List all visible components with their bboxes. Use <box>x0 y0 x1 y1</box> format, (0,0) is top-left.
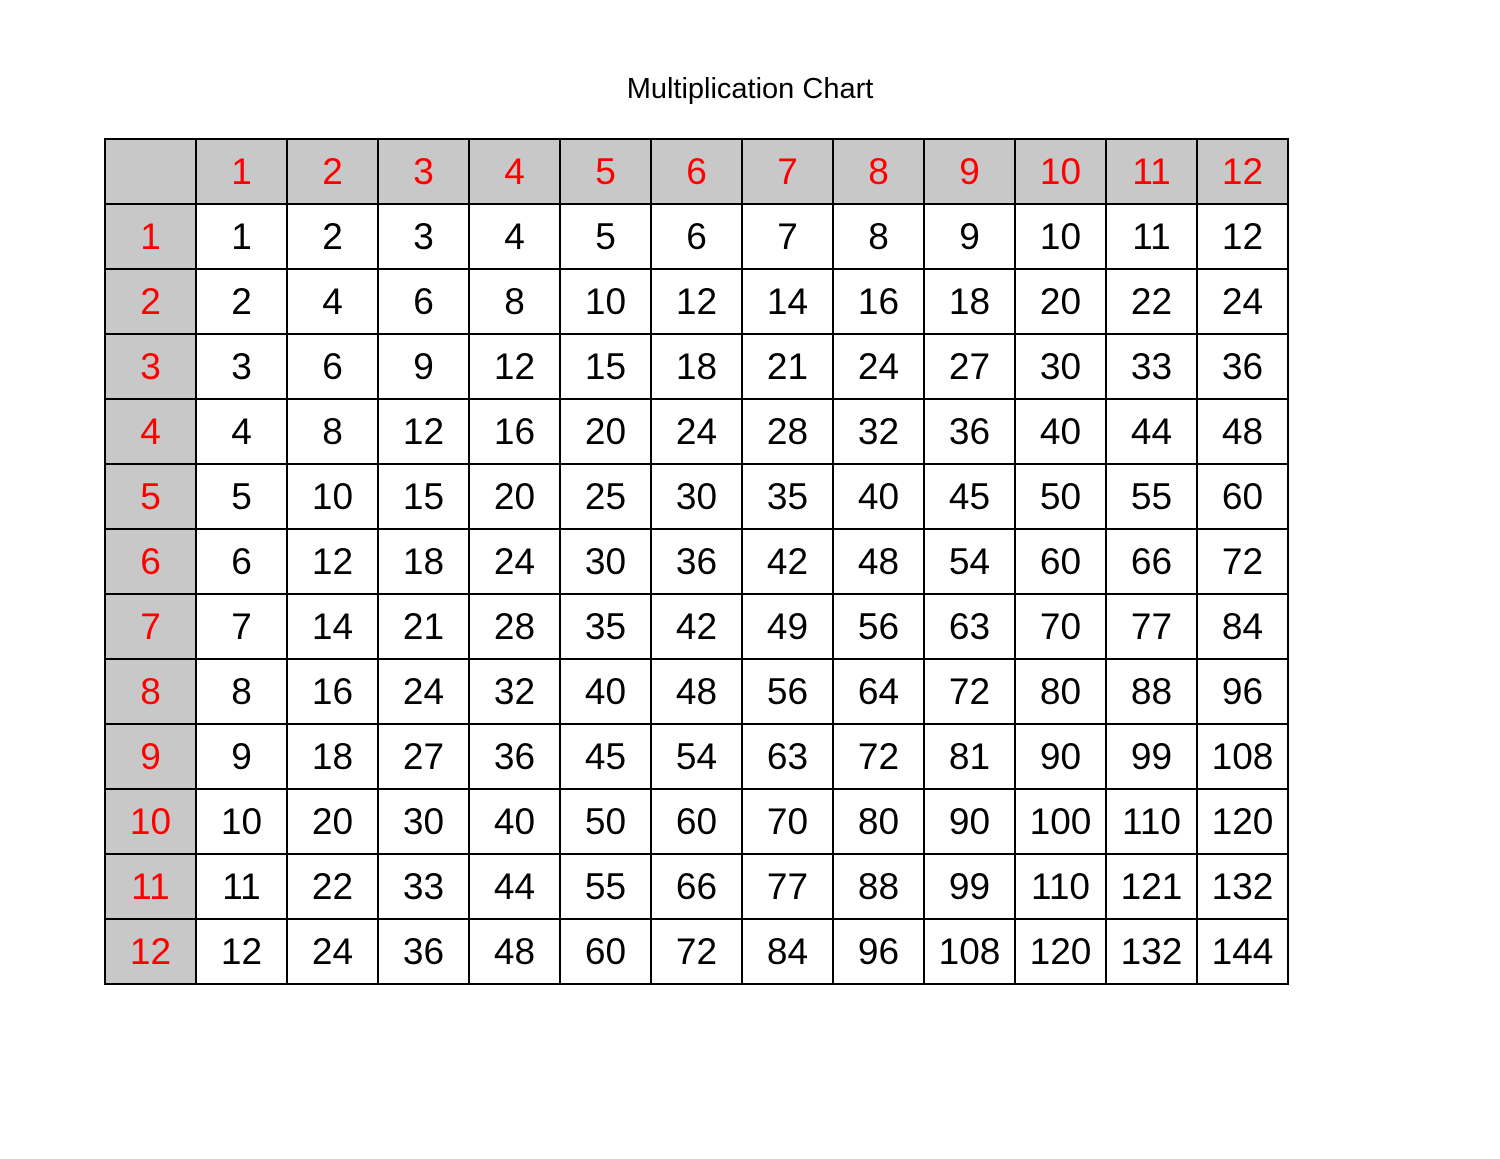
product-cell: 60 <box>560 919 651 984</box>
product-cell: 20 <box>469 464 560 529</box>
product-cell: 25 <box>560 464 651 529</box>
product-cell: 96 <box>1197 659 1288 724</box>
product-cell: 24 <box>1197 269 1288 334</box>
product-cell: 42 <box>651 594 742 659</box>
product-cell: 12 <box>196 919 287 984</box>
product-cell: 14 <box>742 269 833 334</box>
column-header: 4 <box>469 139 560 204</box>
product-cell: 88 <box>833 854 924 919</box>
row-header: 10 <box>105 789 196 854</box>
row-header: 7 <box>105 594 196 659</box>
product-cell: 10 <box>287 464 378 529</box>
product-cell: 32 <box>833 399 924 464</box>
product-cell: 40 <box>1015 399 1106 464</box>
product-cell: 72 <box>1197 529 1288 594</box>
product-cell: 108 <box>1197 724 1288 789</box>
product-cell: 2 <box>196 269 287 334</box>
product-cell: 121 <box>1106 854 1197 919</box>
product-cell: 72 <box>651 919 742 984</box>
product-cell: 110 <box>1015 854 1106 919</box>
product-cell: 24 <box>378 659 469 724</box>
product-cell: 55 <box>560 854 651 919</box>
table-row <box>105 269 1288 334</box>
product-cell: 16 <box>833 269 924 334</box>
table-row <box>105 724 1288 789</box>
product-cell: 7 <box>742 204 833 269</box>
table-row <box>105 594 1288 659</box>
row-header: 5 <box>105 464 196 529</box>
product-cell: 60 <box>651 789 742 854</box>
product-cell: 15 <box>560 334 651 399</box>
product-cell: 49 <box>742 594 833 659</box>
product-cell: 24 <box>651 399 742 464</box>
product-cell: 10 <box>196 789 287 854</box>
product-cell: 48 <box>1197 399 1288 464</box>
product-cell: 48 <box>833 529 924 594</box>
product-cell: 48 <box>651 659 742 724</box>
corner-cell <box>105 139 196 204</box>
product-cell: 132 <box>1106 919 1197 984</box>
product-cell: 120 <box>1197 789 1288 854</box>
product-cell: 96 <box>833 919 924 984</box>
column-header: 6 <box>651 139 742 204</box>
product-cell: 27 <box>924 334 1015 399</box>
product-cell: 24 <box>287 919 378 984</box>
product-cell: 16 <box>469 399 560 464</box>
product-cell: 84 <box>1197 594 1288 659</box>
product-cell: 120 <box>1015 919 1106 984</box>
product-cell: 3 <box>196 334 287 399</box>
product-cell: 12 <box>287 529 378 594</box>
product-cell: 35 <box>560 594 651 659</box>
product-cell: 1 <box>196 204 287 269</box>
product-cell: 50 <box>1015 464 1106 529</box>
product-cell: 132 <box>1197 854 1288 919</box>
product-cell: 88 <box>1106 659 1197 724</box>
product-cell: 6 <box>651 204 742 269</box>
product-cell: 56 <box>742 659 833 724</box>
product-cell: 18 <box>651 334 742 399</box>
row-header: 11 <box>105 854 196 919</box>
product-cell: 21 <box>742 334 833 399</box>
column-header: 7 <box>742 139 833 204</box>
product-cell: 14 <box>287 594 378 659</box>
product-cell: 110 <box>1106 789 1197 854</box>
product-cell: 99 <box>1106 724 1197 789</box>
product-cell: 20 <box>287 789 378 854</box>
product-cell: 22 <box>287 854 378 919</box>
row-header: 3 <box>105 334 196 399</box>
column-header: 5 <box>560 139 651 204</box>
table-row <box>105 464 1288 529</box>
chart-title: Multiplication Chart <box>626 73 874 105</box>
product-cell: 33 <box>1106 334 1197 399</box>
row-header: 9 <box>105 724 196 789</box>
column-header: 8 <box>833 139 924 204</box>
product-cell: 4 <box>196 399 287 464</box>
product-cell: 6 <box>287 334 378 399</box>
product-cell: 32 <box>469 659 560 724</box>
product-cell: 70 <box>1015 594 1106 659</box>
column-header: 10 <box>1015 139 1106 204</box>
product-cell: 7 <box>196 594 287 659</box>
product-cell: 24 <box>833 334 924 399</box>
product-cell: 16 <box>287 659 378 724</box>
product-cell: 33 <box>378 854 469 919</box>
product-cell: 36 <box>924 399 1015 464</box>
product-cell: 99 <box>924 854 1015 919</box>
product-cell: 15 <box>378 464 469 529</box>
column-header: 3 <box>378 139 469 204</box>
product-cell: 72 <box>924 659 1015 724</box>
product-cell: 10 <box>1015 204 1106 269</box>
product-cell: 9 <box>924 204 1015 269</box>
product-cell: 108 <box>924 919 1015 984</box>
table-row <box>105 659 1288 724</box>
table-row <box>105 334 1288 399</box>
product-cell: 100 <box>1015 789 1106 854</box>
multiplication-table <box>104 138 1289 985</box>
product-cell: 24 <box>469 529 560 594</box>
product-cell: 77 <box>1106 594 1197 659</box>
product-cell: 80 <box>833 789 924 854</box>
product-cell: 60 <box>1015 529 1106 594</box>
product-cell: 18 <box>924 269 1015 334</box>
product-cell: 5 <box>560 204 651 269</box>
product-cell: 40 <box>469 789 560 854</box>
product-cell: 54 <box>924 529 1015 594</box>
product-cell: 36 <box>1197 334 1288 399</box>
product-cell: 63 <box>742 724 833 789</box>
product-cell: 28 <box>469 594 560 659</box>
product-cell: 35 <box>742 464 833 529</box>
product-cell: 144 <box>1197 919 1288 984</box>
product-cell: 40 <box>833 464 924 529</box>
product-cell: 90 <box>924 789 1015 854</box>
product-cell: 90 <box>1015 724 1106 789</box>
product-cell: 9 <box>196 724 287 789</box>
row-header: 4 <box>105 399 196 464</box>
product-cell: 64 <box>833 659 924 724</box>
product-cell: 12 <box>378 399 469 464</box>
product-cell: 6 <box>378 269 469 334</box>
product-cell: 45 <box>560 724 651 789</box>
row-header: 12 <box>105 919 196 984</box>
product-cell: 28 <box>742 399 833 464</box>
product-cell: 8 <box>287 399 378 464</box>
product-cell: 48 <box>469 919 560 984</box>
product-cell: 63 <box>924 594 1015 659</box>
product-cell: 30 <box>560 529 651 594</box>
product-cell: 18 <box>378 529 469 594</box>
product-cell: 72 <box>833 724 924 789</box>
product-cell: 70 <box>742 789 833 854</box>
row-header: 1 <box>105 204 196 269</box>
table-row <box>105 529 1288 594</box>
product-cell: 50 <box>560 789 651 854</box>
row-header: 2 <box>105 269 196 334</box>
product-cell: 81 <box>924 724 1015 789</box>
header-row <box>105 139 1288 204</box>
column-header: 9 <box>924 139 1015 204</box>
product-cell: 84 <box>742 919 833 984</box>
product-cell: 12 <box>469 334 560 399</box>
product-cell: 54 <box>651 724 742 789</box>
column-header: 1 <box>196 139 287 204</box>
product-cell: 12 <box>1197 204 1288 269</box>
table-row <box>105 399 1288 464</box>
product-cell: 8 <box>469 269 560 334</box>
product-cell: 66 <box>1106 529 1197 594</box>
product-cell: 42 <box>742 529 833 594</box>
table-row <box>105 919 1288 984</box>
product-cell: 45 <box>924 464 1015 529</box>
product-cell: 4 <box>469 204 560 269</box>
product-cell: 44 <box>1106 399 1197 464</box>
product-cell: 30 <box>378 789 469 854</box>
product-cell: 30 <box>651 464 742 529</box>
product-cell: 4 <box>287 269 378 334</box>
product-cell: 10 <box>560 269 651 334</box>
row-header: 8 <box>105 659 196 724</box>
product-cell: 36 <box>469 724 560 789</box>
product-cell: 66 <box>651 854 742 919</box>
table-row <box>105 204 1288 269</box>
product-cell: 80 <box>1015 659 1106 724</box>
product-cell: 8 <box>196 659 287 724</box>
product-cell: 20 <box>560 399 651 464</box>
product-cell: 12 <box>651 269 742 334</box>
product-cell: 30 <box>1015 334 1106 399</box>
product-cell: 18 <box>287 724 378 789</box>
product-cell: 40 <box>560 659 651 724</box>
product-cell: 3 <box>378 204 469 269</box>
row-header: 6 <box>105 529 196 594</box>
product-cell: 44 <box>469 854 560 919</box>
product-cell: 5 <box>196 464 287 529</box>
column-header: 11 <box>1106 139 1197 204</box>
product-cell: 8 <box>833 204 924 269</box>
column-header: 12 <box>1197 139 1288 204</box>
product-cell: 36 <box>378 919 469 984</box>
table-row <box>105 789 1288 854</box>
column-header: 2 <box>287 139 378 204</box>
product-cell: 9 <box>378 334 469 399</box>
product-cell: 21 <box>378 594 469 659</box>
product-cell: 2 <box>287 204 378 269</box>
table-row <box>105 854 1288 919</box>
product-cell: 55 <box>1106 464 1197 529</box>
product-cell: 6 <box>196 529 287 594</box>
table-body <box>105 139 1288 984</box>
product-cell: 11 <box>1106 204 1197 269</box>
product-cell: 77 <box>742 854 833 919</box>
product-cell: 36 <box>651 529 742 594</box>
product-cell: 11 <box>196 854 287 919</box>
product-cell: 27 <box>378 724 469 789</box>
product-cell: 56 <box>833 594 924 659</box>
product-cell: 20 <box>1015 269 1106 334</box>
product-cell: 60 <box>1197 464 1288 529</box>
product-cell: 22 <box>1106 269 1197 334</box>
